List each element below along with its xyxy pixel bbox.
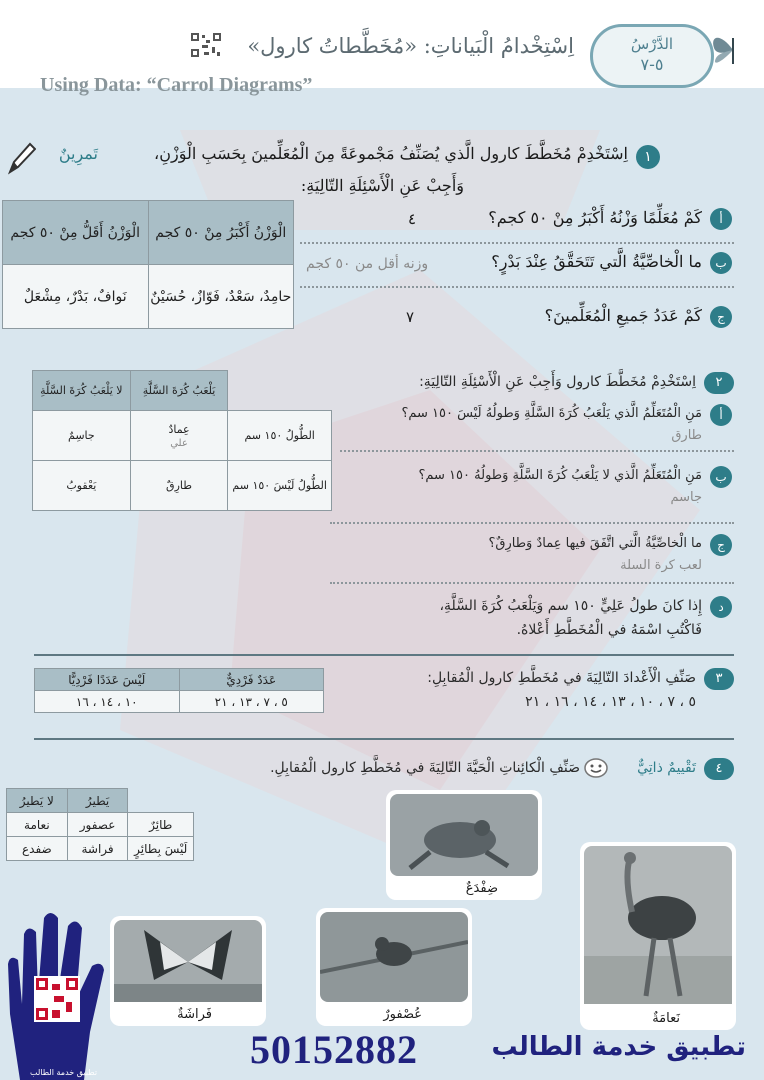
table-cell: ٥ ، ٧ ، ١٣ ، ٢١	[179, 691, 324, 713]
question-letter: أ	[710, 208, 732, 230]
butterfly-photo-card	[110, 916, 266, 1026]
lesson-badge	[590, 24, 714, 88]
answer-text: وزنه أقل من ٥٠ كجم	[306, 256, 429, 272]
question-text: كَمْ مُعَلِّمًا وَزْنُهُ أَكْبَرُ مِنْ ٥٠ كجم؟	[488, 208, 702, 227]
pencil-icon	[6, 142, 36, 176]
exercise-1-intro-line2: وَأَجِبْ عَنِ الْأَسْئِلَةِ التّالِيَةِ:	[300, 176, 464, 195]
exercise-2-intro: اِسْتَخْدِمْ مُخَطَّطَ كارول وَأَجِبْ عَنِ الْأَسْئِلَةِ التّالِيَةِ:	[419, 374, 696, 390]
table-cell: نعامة	[7, 813, 68, 837]
exercise-3-text: صَنِّفِ الْأَعْدادَ التّالِيَةَ في مُخَطَّطِ كارول الْمُقابِلِ:	[427, 670, 696, 686]
answer-text: جاسم	[670, 490, 702, 505]
exercise-1-label: تَمرِينٌ	[58, 144, 98, 163]
exercise-4-carroll-table	[6, 788, 194, 861]
question-letter: أ	[710, 404, 732, 426]
table-cell: فراشة	[67, 837, 128, 861]
self-assessment-label: تَقْييمٌ ذاتِيٌّ	[637, 760, 696, 776]
exercise-1-intro-line1: اِسْتَخْدِمْ مُخَطَّطَ كارول الَّذي يُصَنِّفُ مَجْموعَةً مِنَ الْمُعَلِّمينَ بِحَسَبِ الْوَزْنِ،	[154, 144, 628, 163]
answer-line	[330, 522, 734, 524]
answer-text: طارق	[671, 428, 702, 443]
frog-photo	[390, 794, 538, 876]
answer-text: ٧	[406, 308, 415, 326]
question-text: مَنِ الْمُتَعَلِّمُ الَّذي لا يَلْعَبُ كُرَةَ السَّلَّةِ وَطولُهُ ١٥٠ سم؟	[418, 468, 702, 483]
table-cell	[130, 411, 228, 461]
table-cell: طارِقٌ	[130, 461, 228, 511]
lesson-number: ٥-٧	[640, 55, 664, 74]
table-cell: ضفدع	[7, 837, 68, 861]
table-cell: يَعْقوبُ	[33, 461, 131, 511]
hand-qr-logo	[0, 904, 120, 1080]
table-cell: جاسِمٌ	[33, 411, 131, 461]
question-text: مَنِ الْمُتَعَلِّمُ الَّذي يَلْعَبُ كُرَةَ السَّلَّةِ وَطولُهُ لَيْسَ ١٥٠ سم؟	[401, 406, 702, 421]
exercise-4-text: صَنِّفِ الْكائِناتِ الْحَيَّةَ التّالِيَةَ في مُخَطَّطِ كارول الْمُقابِلِ.	[270, 760, 580, 776]
exercise-4-number: ٤	[704, 758, 734, 780]
table-header: يَلْعَبُ كُرَةَ السَّلَّةِ	[130, 371, 228, 411]
sparrow-photo	[320, 912, 468, 1002]
table-cell: حامِدٌ، سَعْدٌ، فَوّازٌ، حُسَيْنٌ	[148, 265, 293, 329]
answer-text: لعب كرة السلة	[620, 558, 702, 573]
exercise-3-numbers: ٥ ، ٧ ، ١٠ ، ١٣ ، ١٤ ، ١٦ ، ٢١	[525, 694, 696, 710]
butterfly-caption: فَراشَةٌ	[177, 1007, 212, 1022]
exercise-3-number: ٣	[704, 668, 734, 690]
question-letter: د	[710, 596, 732, 618]
exercise-1-carroll-table	[2, 200, 294, 329]
cell-written-answer: علي	[170, 437, 188, 449]
footer-phone-number: 50152882	[250, 1027, 418, 1072]
frog-photo-card	[386, 790, 542, 900]
table-cell: ١٠ ، ١٤ ، ١٦	[35, 691, 180, 713]
answer-line	[300, 286, 734, 288]
page-title-english: Using Data: “Carrol Diagrams”	[40, 74, 313, 96]
footer-app-name: تطبيق خدمة الطالب	[491, 1032, 746, 1062]
ostrich-photo	[584, 846, 732, 1004]
question-text: ما الْخاصِّيَّةُ الَّتي تَتَحَقَّقُ عِنْدَ بَدْرٍ؟	[491, 252, 702, 271]
butterfly-photo	[114, 920, 262, 1002]
butterfly-icon	[710, 30, 756, 70]
face-icon	[584, 758, 608, 778]
table-header: الْوَزْنُ أَقَلُّ مِنْ ٥٠ كجم	[3, 201, 149, 265]
table-corner	[228, 371, 332, 411]
question-letter: ج	[710, 306, 732, 328]
sparrow-caption: عُصْفورٌ	[383, 1007, 422, 1022]
sparrow-photo-card	[316, 908, 472, 1026]
frog-caption: ضِفْدَعٌ	[465, 881, 498, 896]
table-header: لا يَلْعَبُ كُرَةَ السَّلَّةِ	[33, 371, 131, 411]
section-divider	[34, 654, 734, 656]
question-letter: ج	[710, 534, 732, 556]
question-text: إِذا كانَ طولُ عَلِيٍّ ١٥٠ سم وَيَلْعَبُ كُرَةَ السَّلَّةِ،	[439, 598, 702, 614]
table-header: يَطيرُ	[67, 789, 128, 813]
qr-code-icon	[190, 32, 222, 58]
table-header: لَيْسَ عَدَدًا فَرْدِيًّا	[35, 669, 180, 691]
lesson-label: الدَّرْسُ	[630, 35, 674, 53]
ostrich-caption: نَعامَةٌ	[652, 1011, 680, 1026]
row-header: لَيْسَ بِطائِرٍ	[128, 837, 194, 861]
table-cell: عصفور	[67, 813, 128, 837]
table-cell: نَوافٌ، بَدْرٌ، مِشْعَلٌ	[3, 265, 149, 329]
question-letter: ب	[710, 466, 732, 488]
answer-line	[330, 582, 734, 584]
table-header: لا يَطيرُ	[7, 789, 68, 813]
question-text: كَمْ عَدَدُ جَميعِ الْمُعَلِّمينَ؟	[544, 306, 702, 325]
exercise-3-carroll-table	[34, 668, 324, 713]
row-header: طائِرٌ	[128, 813, 194, 837]
row-header: الطُّولُ ١٥٠ سم	[228, 411, 332, 461]
exercise-1-number: ١	[636, 145, 660, 169]
ostrich-photo-card	[580, 842, 736, 1030]
table-header: الْوَزْنُ أَكْبَرُ مِنْ ٥٠ كجم	[148, 201, 293, 265]
answer-line	[300, 242, 734, 244]
question-text-line2: فَاكْتُبِ اسْمَهُ في الْمُخَطَّطِ أَعْلاهُ.	[516, 622, 702, 638]
row-header: الطُّولُ لَيْسَ ١٥٠ سم	[228, 461, 332, 511]
exercise-2-carroll-table	[32, 370, 332, 511]
section-divider	[34, 738, 734, 740]
hand-caption: تطبيق خدمة الطالب	[30, 1068, 98, 1077]
table-header: عَدَدٌ فَرْدِيٌّ	[179, 669, 324, 691]
answer-text: ٤	[408, 210, 417, 228]
cell-printed-name: عِمادٌ	[168, 422, 190, 436]
question-letter: ب	[710, 252, 732, 274]
exercise-2-number: ٢	[704, 372, 734, 394]
page-title-arabic: اِسْتِخْدامُ الْبَياناتِ: «مُخَطَّطاتُ كارول»	[247, 34, 574, 58]
question-text: ما الْخاصِّيَّةُ الَّتي اتَّفَقَ فيها عِمادٌ وَطارِقٌ؟	[488, 536, 702, 551]
table-corner	[128, 789, 194, 813]
answer-line	[340, 450, 734, 452]
